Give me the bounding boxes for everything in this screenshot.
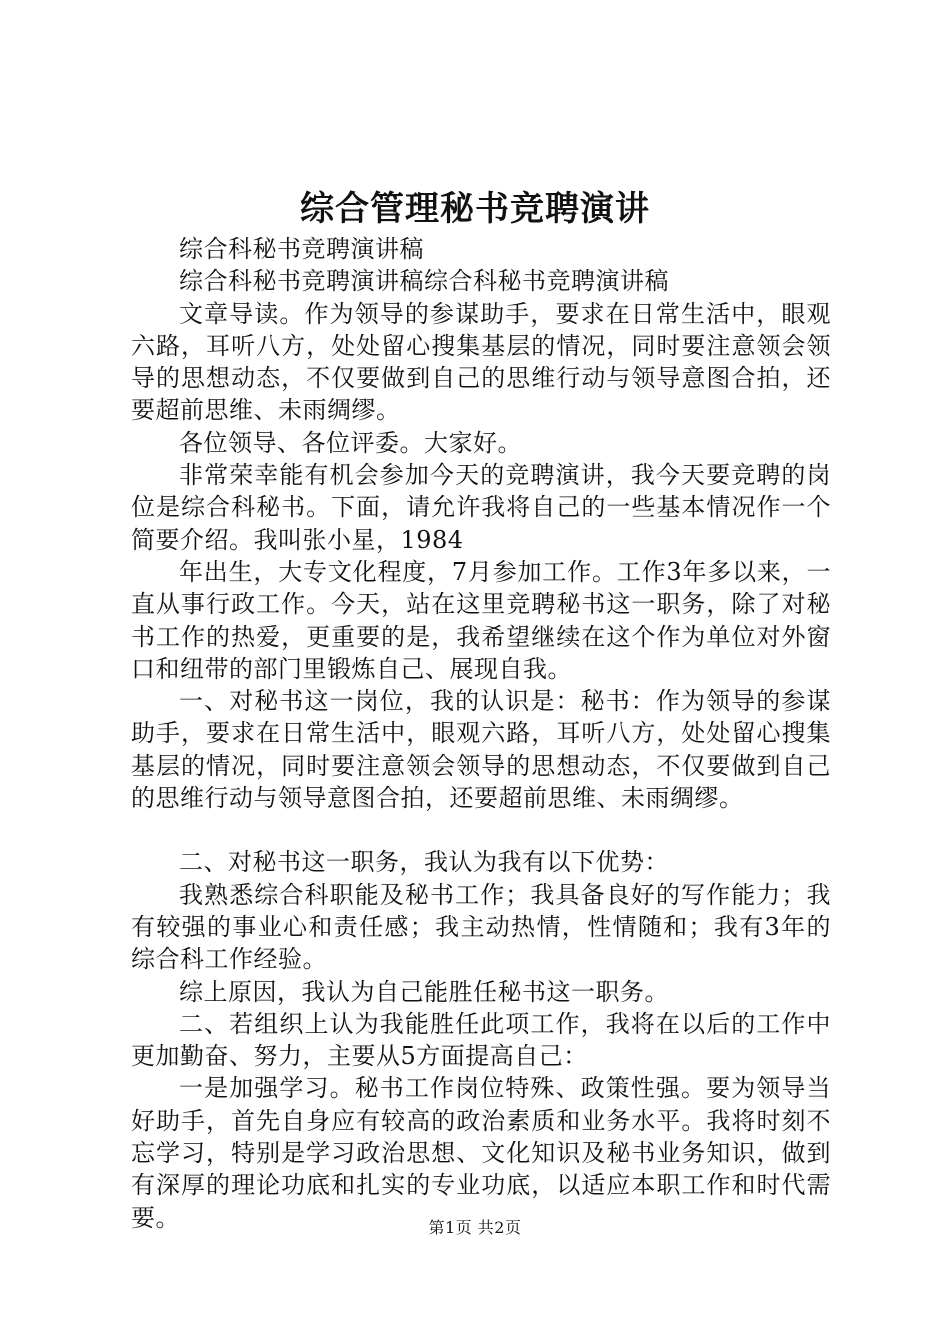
paragraph-plan-heading: 二、若组织上认为我能胜任此项工作，我将在以后的工作中更加勤奋、努力，主要从5方面提高自己： (131, 1009, 831, 1071)
paragraph-advantages: 我熟悉综合科职能及秘书工作；我具备良好的写作能力；我有较强的事业心和责任感；我主动热情，性情随和；我有3年的综合科工作经验。 (131, 880, 831, 974)
paragraph-repeat-title: 综合科秘书竞聘演讲稿综合科秘书竞聘演讲稿 (179, 267, 669, 296)
paragraph-advantages-heading: 二、对秘书这一职务，我认为我有以下优势： (179, 848, 669, 877)
paragraph-self-intro: 非常荣幸能有机会参加今天的竞聘演讲，我今天要竞聘的岗位是综合科秘书。下面，请允许我将自己的一些基本情况作一个简要介绍。我叫张小星，1984 (131, 461, 831, 554)
paragraph-intro: 文章导读。作为领导的参谋助手，要求在日常生活中，眼观六路，耳听八方，处处留心搜集基层的情况，同时要注意领会领导的思想动态，不仅要做到自己的思维行动与领导意图合拍，还要超前思维、未雨绸缪。 (131, 299, 831, 425)
paragraph-subtitle: 综合科秘书竞聘演讲稿 (179, 235, 424, 263)
paragraph-background: 年出生，大专文化程度，7月参加工作。工作3年多以来，一直从事行政工作。今天，站在这里竞聘秘书这一职务，除了对秘书工作的热爱，更重要的是，我希望继续在这个作为单位对外窗口和纽带的部门里锻炼自己、展现自我。 (131, 557, 831, 683)
paragraph-plan-study: 一是加强学习。秘书工作岗位特殊、政策性强。要为领导当好助手，首先自身应有较高的政治素质和业务水平。我将时刻不忘学习，特别是学习政治思想、文化知识及秘书业务知识，做到有深厚的理论功底和扎实的专业功底，以适应本职工作和时代需要。 (131, 1074, 831, 1232)
paragraph-greeting: 各位领导、各位评委。大家好。 (179, 428, 522, 457)
page-number-footer: 第1页 共2页 (428, 1218, 522, 1237)
document-body (131, 233, 831, 1234)
paragraph-conclusion: 综上原因，我认为自己能胜任秘书这一职务。 (179, 977, 669, 1006)
page-title: 综合管理秘书竞聘演讲 (300, 189, 650, 229)
paragraph-understanding: 一、对秘书这一岗位，我的认识是：秘书：作为领导的参谋助手，要求在日常生活中，眼观六路，耳听八方，处处留心搜集基层的情况，同时要注意领会领导的思想动态，不仅要做到自己的思维行动与领导意图合拍，还要超前思维、未雨绸缪。 (131, 687, 831, 813)
